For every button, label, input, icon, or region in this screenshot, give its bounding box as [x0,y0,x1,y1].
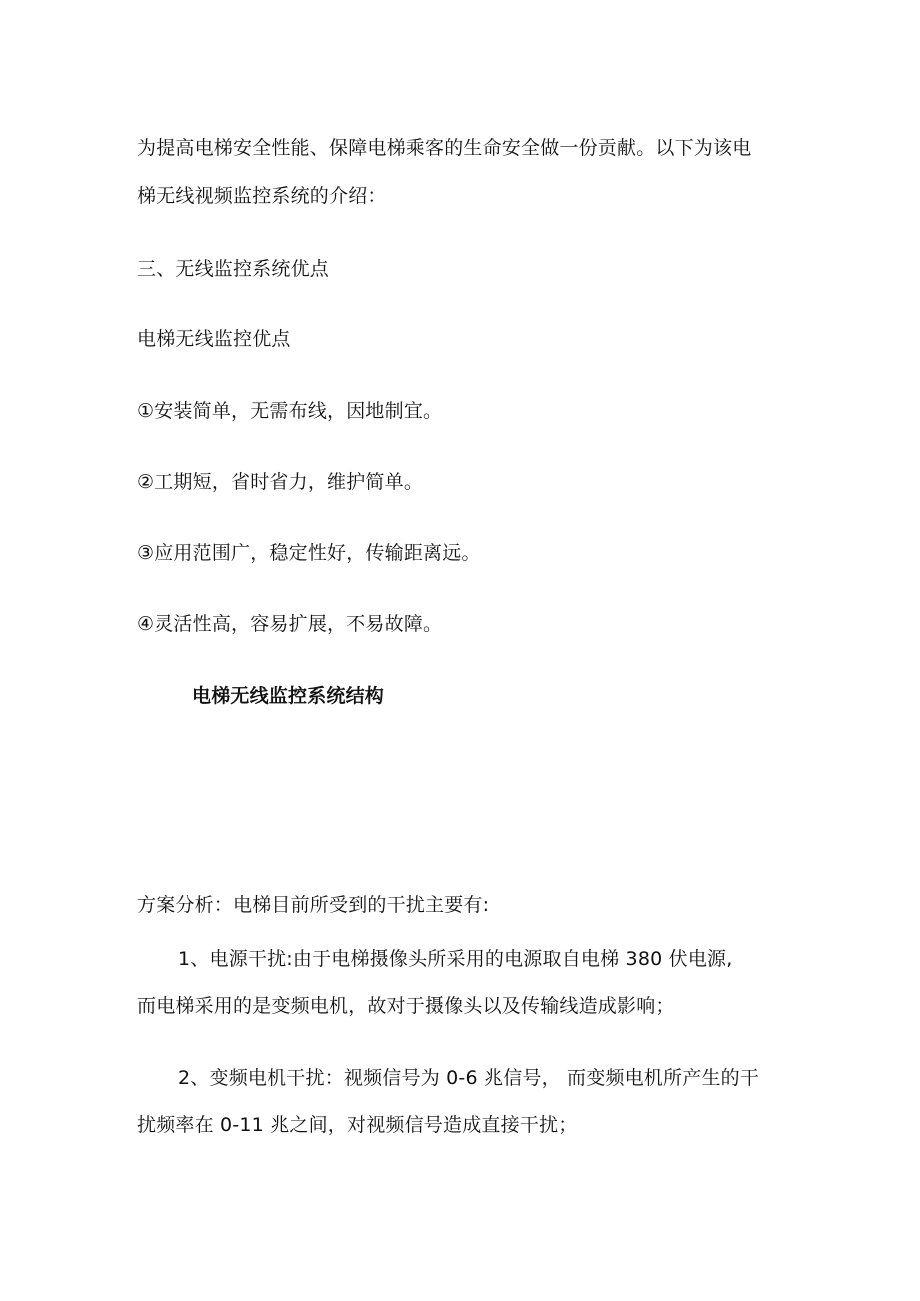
advantage-item-4: ④灵活性高，容易扩展，不易故障。 [137,613,443,635]
intro-paragraph-line-1: 为提高电梯安全性能、保障电梯乘客的生命安全做一份贡献。以下为该电 [137,137,752,159]
analysis-item-2-line-1: 2、变频电机干扰：视频信号为 0-6 兆信号， 而变频电机所产生的干 [178,1067,760,1089]
analysis-item-2-line-2: 扰频率在 0-11 兆之间，对视频信号造成直接干扰； [137,1114,578,1136]
analysis-intro: 方案分析：电梯目前所受到的干扰主要有: [137,894,490,916]
structure-heading: 电梯无线监控系统结构 [192,685,385,707]
advantage-item-1: ①安装简单，无需布线，因地制宜。 [137,400,443,422]
advantage-item-2: ②工期短，省时省力，维护简单。 [137,471,424,493]
intro-paragraph-line-2: 梯无线视频监控系统的介绍： [137,185,387,207]
analysis-item-1-line-2: 而电梯采用的是变频电机，故对于摄像头以及传输线造成影响； [137,995,675,1017]
analysis-item-1-line-1: 1、电源干扰:由于电梯摄像头所采用的电源取自电梯 380 伏电源, [178,948,733,970]
advantages-subheading: 电梯无线监控优点 [137,328,291,350]
section-3-heading: 三、无线监控系统优点 [137,258,330,280]
advantage-item-3: ③应用范围广，稳定性好，传输距离远。 [137,542,481,564]
